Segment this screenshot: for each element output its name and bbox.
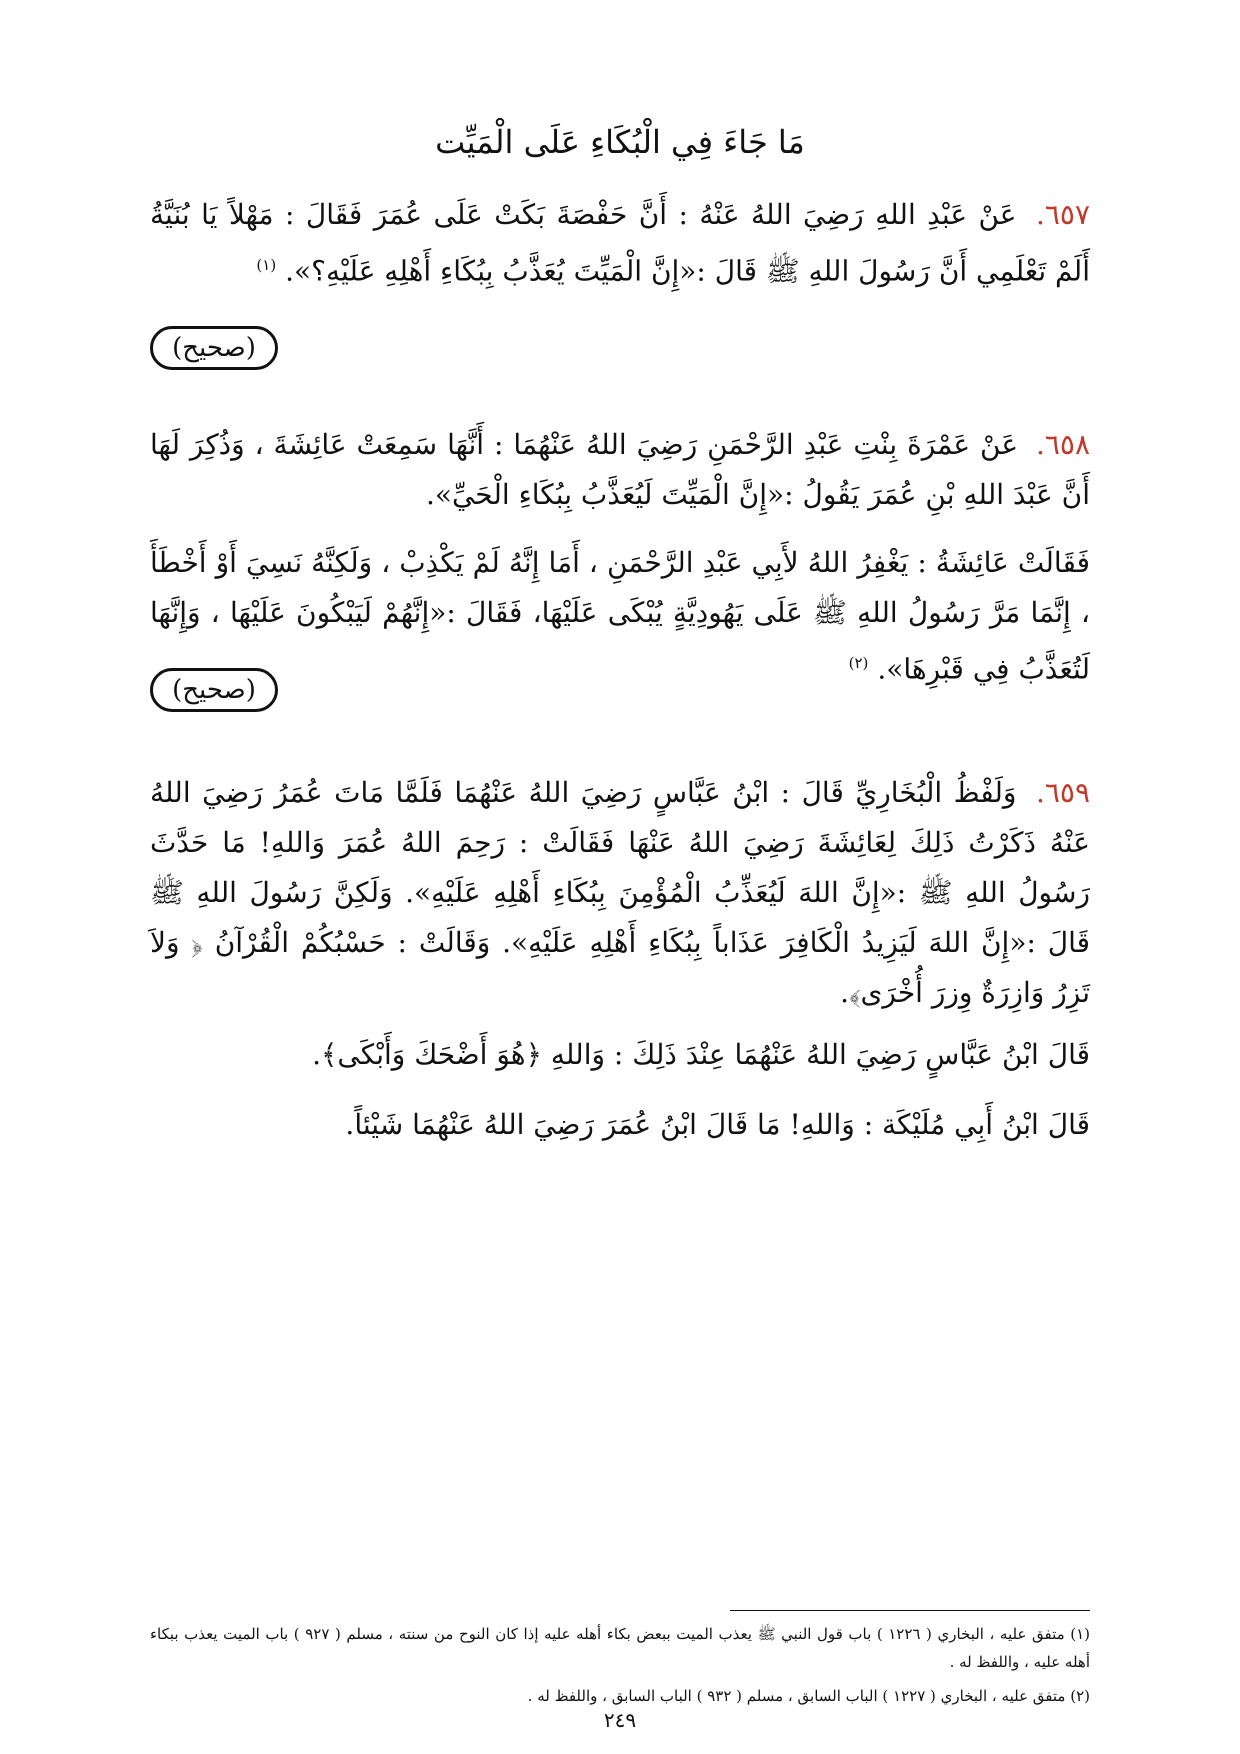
closing-line: قَالَ ابْنُ عَبَّاسٍ رَضِيَ اللهُ عَنْهُمَا عِنْدَ ذَلِكَ : وَاللهِ ﴿هُوَ أَضْحَكَ وَأَبْكَى﴾. — [312, 1038, 1090, 1071]
hadith-number: ٦٥٨. — [1035, 428, 1091, 461]
book-page — [150, 0, 1090, 1754]
footnote-divider — [730, 1610, 1090, 1611]
footnote-ref: (٢) — [848, 654, 869, 672]
grade-badge: (صحيح) — [150, 326, 278, 370]
hadith-text: وَلَفْظُ الْبُخَارِيِّ قَالَ : ابْنُ عَبَّاسٍ رَضِيَ اللهُ عَنْهُمَا فَلَمَّا مَاتَ عُمَرُ رَضِيَ اللهُ عَنْهُ ذَكَرْتُ ذَلِكَ لِعَائِشَةَ رَضِيَ اللهُ عَنْهَا فَقَالَتْ : رَحِمَ اللهُ عُمَرَ وَاللهِ! مَا حَدَّثَ رَسُولُ اللهِ ﷺ :«إِنَّ اللهَ لَيُعَذِّبُ الْمُؤْمِنَ بِبُكَاءِ أَهْلِهِ عَلَيْهِ». وَلَكِنَّ رَسُولَ اللهِ ﷺ قَالَ :«إِنَّ اللهَ لَيَزِيدُ الْكَافِرَ عَذَاباً بِبُكَاءِ أَهْلِهِ عَلَيْهِ». وَقَالَتْ : حَسْبُكُمْ الْقُرْآنُ ﴿ وَلاَ تَزِرُ وَازِرَةٌ وِزرَ أُخْرَى﴾. — [150, 776, 1090, 1009]
hadith-657 — [150, 190, 1090, 296]
footnote-ref: (١) — [256, 256, 277, 274]
footnotes — [150, 1620, 1090, 1716]
hadith-text: عَنْ عَمْرَةَ بِنْتِ عَبْدِ الرَّحْمَنِ رَضِيَ اللهُ عَنْهُمَا : أَنَّهَا سَمِعَتْ عَائِشَةَ ، وَذُكِرَ لَهَا أَنَّ عَبْدَ اللهِ بْنِ عُمَرَ يَقُولُ :«إِنَّ الْمَيِّتَ لَيُعَذَّبُ بِبُكَاءِ الْحَيِّ». — [150, 428, 1090, 511]
hadith-658 — [150, 420, 1090, 520]
hadith-text: فَقَالَتْ عَائِشَةُ : يَغْفِرُ اللهُ لأَبِي عَبْدِ الرَّحْمَنِ ، أَمَا إِنَّهُ لَمْ يَكْذِبْ ، وَلَكِنَّهُ نَسِيَ أَوْ أَخْطَأَ ، إِنَّمَا مَرَّ رَسُولُ اللهِ ﷺ عَلَى يَهُودِيَّةٍ يُبْكَى عَلَيْهَا، فَقَالَ :«إِنَّهُمْ لَيَبْكُونَ عَلَيْهَا ، وَإِنَّهَا لَتُعَذَّبُ فِي قَبْرِهَا». — [150, 546, 1090, 686]
page-number: ٢٤٩ — [603, 1708, 637, 1732]
hadith-659 — [150, 768, 1090, 1018]
closing-line: قَالَ ابْنُ أَبِي مُلَيْكَة : وَاللهِ! مَا قَالَ ابْنُ عُمَرَ رَضِيَ اللهُ عَنْهُمَا شَيْئاً. — [345, 1108, 1090, 1141]
hadith-number: ٦٥٧. — [1035, 198, 1090, 231]
grade-badge: (صحيح) — [150, 668, 278, 712]
hadith-number: ٦٥٩. — [1035, 776, 1091, 809]
hadith-658-continuation — [150, 538, 1090, 694]
chapter-title: مَا جَاءَ فِي الْبُكَاءِ عَلَى الْمَيِّت — [435, 123, 805, 161]
footnote: (١) متفق عليه ، البخاري ( ١٢٢٦ ) باب قول النبي ﷺ يعذب الميت ببعض بكاء أهله عليه إذا كان النوح من سنته ، مسلم ( ٩٢٧ ) باب الميت يعذب ببكاء أهله عليه ، واللفظ له . — [150, 1625, 1090, 1671]
footnote: (٢) متفق عليه ، البخاري ( ١٢٢٧ ) الباب السابق ، مسلم ( ٩٣٢ ) الباب السابق ، واللفظ له . — [527, 1687, 1090, 1705]
hadith-text: عَنْ عَبْدِ اللهِ رَضِيَ اللهُ عَنْهُ : أَنَّ حَفْصَةَ بَكَتْ عَلَى عُمَرَ فَقَالَ : مَهْلاً يَا بُنَيَّةُ أَلَمْ تَعْلَمِي أَنَّ رَسُولَ اللهِ ﷺ قَالَ :«إِنَّ الْمَيِّتَ يُعَذَّبُ بِبُكَاءِ أَهْلِهِ عَلَيْهِ؟». — [150, 198, 1090, 288]
